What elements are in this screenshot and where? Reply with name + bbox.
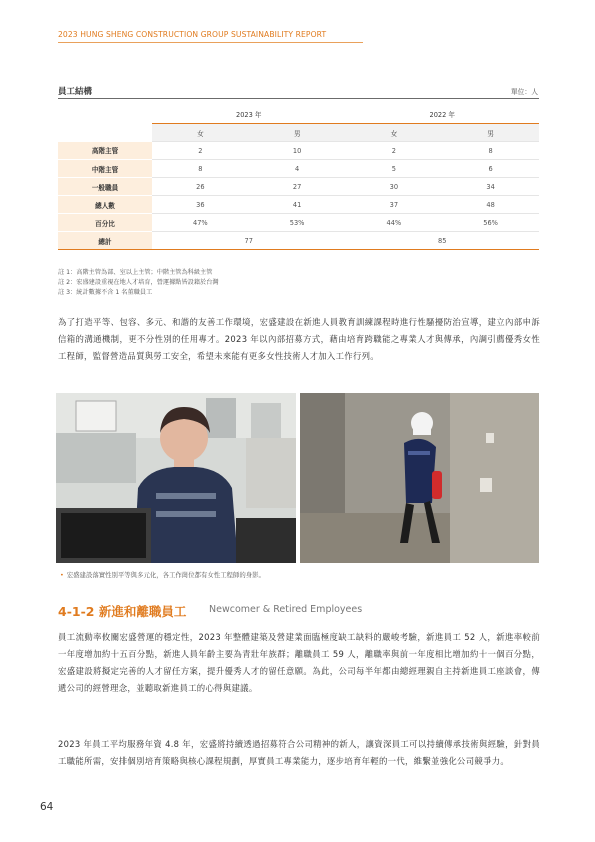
row-label: 一般職員 (58, 178, 152, 196)
header-divider (58, 42, 363, 43)
note-item: 註 3：統計數據不含 1 名董職員工 (58, 289, 153, 296)
table-cell: 10 (249, 142, 346, 160)
table-notes (58, 268, 219, 298)
table-cell: 6 (442, 160, 539, 178)
table-cell: 8 (152, 160, 249, 178)
table-cell: 5 (346, 160, 443, 178)
table-total-row (58, 232, 539, 250)
row-label: 高階主管 (58, 142, 152, 160)
year-header: 2023 年 (152, 105, 346, 124)
table-cell: 56% (442, 214, 539, 232)
table-cell: 26 (152, 178, 249, 196)
table-cell: 47% (152, 214, 249, 232)
row-label: 中階主管 (58, 160, 152, 178)
table-cell: 27 (249, 178, 346, 196)
note-item: 註 1：高階主管為部、室以上主管；中階主管為科級主管 (58, 269, 213, 276)
table-cell: 41 (249, 196, 346, 214)
page-number: 64 (40, 801, 54, 813)
gender-header: 女 (152, 124, 249, 142)
table-title: 員工結構 (58, 87, 93, 97)
row-label: 總計 (58, 232, 152, 250)
table-title-divider (58, 98, 539, 99)
table-cell: 48 (442, 196, 539, 214)
table-year-row (58, 105, 539, 124)
employee-structure-table (58, 105, 539, 250)
table-row (58, 196, 539, 214)
table-gender-row (58, 124, 539, 142)
table-row (58, 142, 539, 160)
year-header: 2022 年 (346, 105, 540, 124)
table-cell: 85 (346, 232, 540, 250)
body-paragraph: 2023 年員工平均服務年資 4.8 年，宏盛將持續透過招募符合公司精神的新人，讓資深員工可以持續傳承技術與經驗，針對員工職能所需，安排個別培育策略與核心課程規劃，厚實員工專業能力，逐步培育年輕的一代，維繫並強化公司競爭力。 (58, 739, 540, 766)
row-label: 百分比 (58, 214, 152, 232)
section-title: 4-1-2 新進和離職員工 (58, 604, 187, 619)
table-row (58, 214, 539, 232)
table-cell: 2 (346, 142, 443, 160)
construction-site-photo (300, 393, 539, 563)
gender-header: 男 (249, 124, 346, 142)
table-cell: 53% (249, 214, 346, 232)
body-paragraph: 員工流動率攸關宏盛營運的穩定性，2023 年整體建築及營建業面臨極度缺工缺料的嚴峻考驗，新進員工 52 人，新進率較前一年度增加約十五百分點，新進人員年齡主要為青壯年族群；離職員工 59 人，離職率與前一年度相比增加約十一個百分點，宏盛建設將擬定完善的人才留任方案，提升優秀人才的留任意願。為此，公司每半年都由總經理親自主持新進員工座談會，傳遞公司的經營理念，並聽取新進員工的心得與建議。 (58, 632, 540, 693)
table-cell: 4 (249, 160, 346, 178)
gender-header: 男 (442, 124, 539, 142)
section-subtitle: Newcomer & Retired Employees (209, 604, 363, 615)
table-cell: 2 (152, 142, 249, 160)
table-cell: 34 (442, 178, 539, 196)
office-photo (56, 393, 296, 563)
table-unit: 單位：人 (510, 88, 538, 96)
report-header: 2023 HUNG SHENG CONSTRUCTION GROUP SUSTAINABILITY REPORT (58, 30, 327, 39)
table-cell: 44% (346, 214, 443, 232)
table-cell: 36 (152, 196, 249, 214)
table-cell: 30 (346, 178, 443, 196)
body-paragraph: 為了打造平等、包容、多元、和諧的友善工作環境，宏盛建設在新進人員教育訓練課程時進行性騷擾防治宣導，建立內部申訴信箱的溝通機制，更不分性別的任用專才。2023 年以內部招募方式，藉由培育跨職能之專業人才與傳承，內調引薦優秀女性工程師，監督營造品質與勞工安全，希望未來能有更多女性技術人才加入工作行列。 (58, 317, 540, 361)
table-row (58, 160, 539, 178)
table-row (58, 178, 539, 196)
note-item: 註 2：宏盛建設重視在地人才培育，營運據點皆設籍於台灣 (58, 279, 219, 286)
photo-caption (60, 570, 265, 579)
row-label: 總人數 (58, 196, 152, 214)
bullet-icon: • (60, 571, 64, 579)
table-cell: 77 (152, 232, 346, 250)
table-cell: 37 (346, 196, 443, 214)
table-cell: 8 (442, 142, 539, 160)
caption-text: 宏盛建設落實性別平等與多元化，各工作崗位都有女性工程師的身影。 (66, 571, 265, 579)
gender-header: 女 (346, 124, 443, 142)
